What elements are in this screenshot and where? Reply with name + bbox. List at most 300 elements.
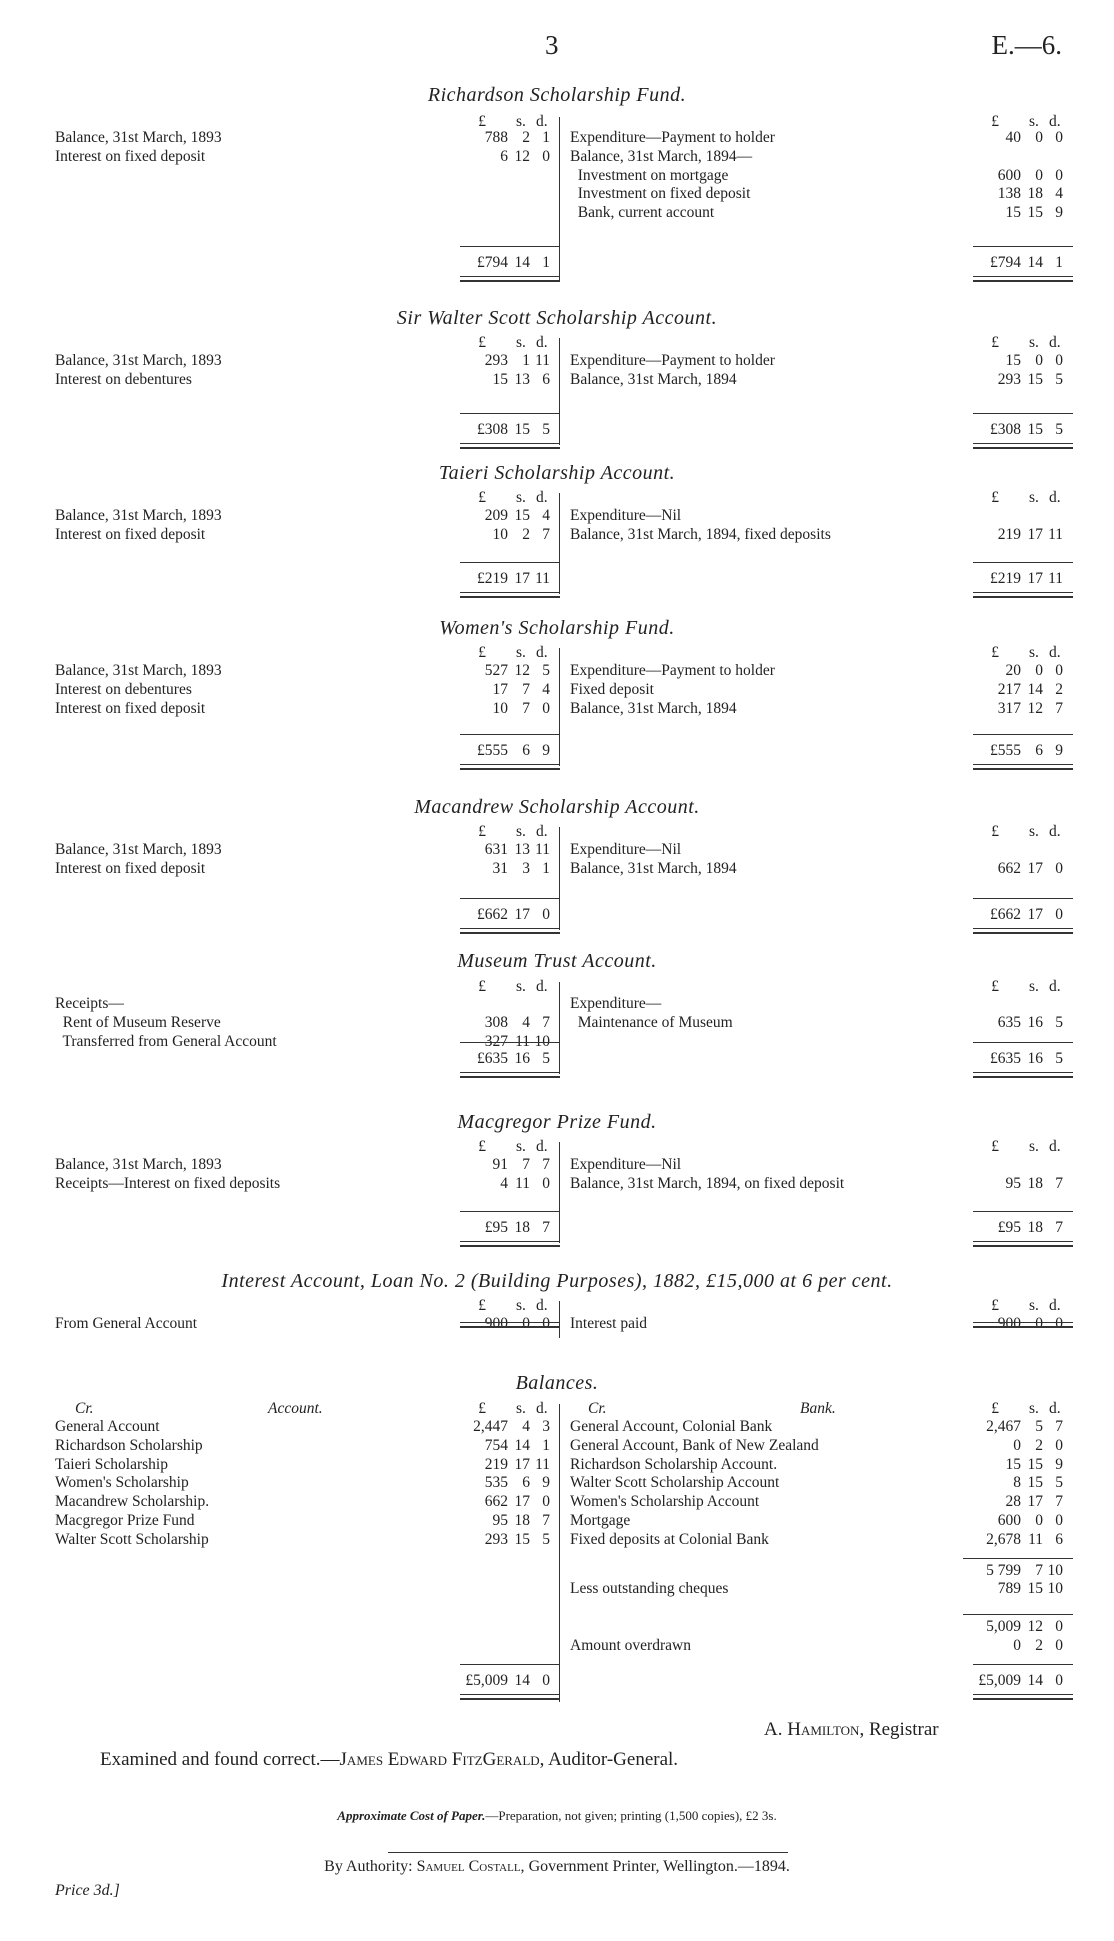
shillings-value: 5 <box>1035 1418 1043 1435</box>
left-total-rule <box>460 1664 560 1665</box>
pence-value: 5 <box>542 1530 550 1548</box>
shillings-value: 12 <box>1027 1618 1043 1635</box>
pence-value: 9 <box>542 742 550 759</box>
account-title: Sir Walter Scott Scholarship Account. <box>396 307 718 329</box>
shillings-heading: s. <box>1029 334 1039 351</box>
account-section <box>0 1372 1114 1712</box>
left-entry-label: Rent of Museum Reserve <box>55 1013 221 1031</box>
pence-value: 0 <box>1055 352 1063 369</box>
pounds-value: 15 <box>1005 204 1021 222</box>
shillings-value: 13 <box>514 370 530 388</box>
right-entry-label: Richardson Scholarship Account. <box>570 1455 778 1473</box>
authority-suffix: Government Printer, Wellington.—1894. <box>528 1858 790 1875</box>
pence-value: 7 <box>542 525 550 543</box>
pence-value: 7 <box>1055 1174 1063 1192</box>
pounds-value: 789 <box>997 1580 1021 1598</box>
pence-value: 4 <box>1055 185 1063 203</box>
shillings-value: 16 <box>514 1050 530 1067</box>
account-title: Balances. <box>515 1372 599 1394</box>
left-entry-label: Balance, 31st March, 1893 <box>55 352 222 369</box>
shillings-value: 2 <box>1035 1636 1043 1654</box>
pounds-heading: £ <box>991 334 999 351</box>
pence-value: 9 <box>1055 204 1063 222</box>
shillings-heading: s. <box>1029 113 1039 130</box>
pence-heading: d. <box>1049 1297 1061 1314</box>
column-divider <box>559 493 560 594</box>
shillings-value: 0 <box>522 1315 530 1332</box>
pence-heading: d. <box>536 334 548 351</box>
shillings-value: 18 <box>514 1219 530 1236</box>
pounds-value: £794 <box>477 254 508 271</box>
shillings-value: 16 <box>1027 1050 1043 1067</box>
shillings-heading: s. <box>1029 823 1039 840</box>
shillings-value: 17 <box>514 906 530 923</box>
pounds-value: 600 <box>997 1512 1021 1529</box>
pence-value: 6 <box>542 370 550 388</box>
pounds-value: £794 <box>990 254 1021 271</box>
shillings-value: 12 <box>1027 699 1043 717</box>
left-total-rule <box>460 562 560 563</box>
pounds-heading: £ <box>478 978 486 995</box>
shillings-value: 2 <box>522 129 530 146</box>
price: Price 3d.] <box>55 1882 120 1899</box>
pounds-value: £308 <box>990 421 1021 438</box>
shillings-value: 2 <box>522 525 530 543</box>
pence-value: 11 <box>1048 525 1063 543</box>
pence-heading: d. <box>1049 113 1061 130</box>
pence-value: 0 <box>542 1493 550 1511</box>
pence-value: 5 <box>1055 1013 1063 1031</box>
pounds-value: 308 <box>484 1013 508 1031</box>
shillings-value: 15 <box>514 421 530 438</box>
left-total-double-rule <box>460 1241 560 1247</box>
right-total-rule <box>973 1042 1073 1043</box>
authority-line <box>0 1858 1114 1876</box>
shillings-heading: s. <box>1029 1138 1039 1155</box>
shillings-value: 17 <box>514 570 530 587</box>
overdrawn-label: Amount overdrawn <box>570 1636 691 1654</box>
pence-value: 11 <box>1048 570 1063 587</box>
shillings-value: 11 <box>515 1032 530 1050</box>
shillings-value: 14 <box>514 1436 530 1454</box>
pounds-value: 15 <box>1005 1455 1021 1473</box>
left-entry-label: Interest on fixed deposit <box>55 699 206 717</box>
left-total-double-rule <box>460 1072 560 1078</box>
right-total-double-rule <box>973 928 1073 934</box>
right-total-rule <box>973 898 1073 899</box>
pounds-heading: £ <box>991 1138 999 1155</box>
right-entry-label: Women's Scholarship Account <box>570 1493 760 1511</box>
account-section <box>0 1270 1114 1348</box>
pence-value: 10 <box>534 1032 550 1050</box>
pence-value: 11 <box>535 352 550 369</box>
pounds-value: £635 <box>990 1050 1021 1067</box>
pounds-value: £635 <box>477 1050 508 1067</box>
account-section <box>0 462 1114 604</box>
pence-heading: d. <box>536 1138 548 1155</box>
pounds-value: 10 <box>492 525 508 543</box>
column-divider <box>559 1404 560 1702</box>
shillings-value: 7 <box>522 680 530 698</box>
pence-heading: d. <box>536 1400 548 1417</box>
pence-value: 7 <box>1055 1219 1063 1236</box>
pounds-value: 10 <box>492 699 508 717</box>
pounds-value: £662 <box>477 906 508 923</box>
left-entry-label: From General Account <box>55 1315 198 1332</box>
left-entry-label: Interest on fixed deposit <box>55 147 206 165</box>
account-title: Taieri Scholarship Account. <box>438 462 676 484</box>
right-entry-label: General Account, Bank of New Zealand <box>570 1436 819 1454</box>
left-entry-label: Interest on debentures <box>55 370 192 388</box>
right-cr-heading: Cr. <box>588 1400 607 1417</box>
registrar-title: Registrar <box>868 1719 939 1740</box>
pounds-value: 40 <box>1005 129 1021 146</box>
pounds-heading: £ <box>991 823 999 840</box>
shillings-value: 0 <box>1035 1512 1043 1529</box>
left-cr-heading: Cr. <box>75 1400 94 1417</box>
shillings-value: 17 <box>1027 859 1043 877</box>
column-divider <box>559 117 560 282</box>
left-entry-label: Richardson Scholarship <box>55 1436 203 1454</box>
left-total-double-rule <box>460 928 560 934</box>
right-entry-label: Balance, 31st March, 1894 <box>570 370 737 388</box>
shillings-value: 14 <box>1027 1672 1043 1689</box>
pence-value: 0 <box>1055 662 1063 679</box>
left-entry-label: Balance, 31st March, 1893 <box>55 662 222 679</box>
pence-heading: d. <box>1049 978 1061 995</box>
page-header <box>0 30 1114 64</box>
pounds-value: 219 <box>484 1455 508 1473</box>
pence-value: 0 <box>542 147 550 165</box>
left-total-rule <box>460 734 560 735</box>
shillings-heading: s. <box>516 644 526 661</box>
pounds-value: 0 <box>1013 1636 1021 1654</box>
shillings-value: 1 <box>522 352 530 369</box>
pounds-value: 662 <box>484 1493 508 1511</box>
shillings-value: 17 <box>1027 906 1043 923</box>
left-account-heading: Account. <box>268 1400 323 1417</box>
shillings-heading: s. <box>516 978 526 995</box>
shillings-value: 17 <box>1027 1493 1043 1511</box>
pence-heading: d. <box>536 113 548 130</box>
shillings-value: 6 <box>522 1474 530 1492</box>
shillings-value: 15 <box>514 507 530 524</box>
pence-heading: d. <box>1049 334 1061 351</box>
pence-value: 0 <box>1055 906 1063 923</box>
shillings-value: 0 <box>1035 129 1043 146</box>
shillings-value: 6 <box>522 742 530 759</box>
pounds-value: 527 <box>484 662 508 679</box>
pounds-heading: £ <box>991 644 999 661</box>
pence-value: 3 <box>542 1418 550 1435</box>
right-entry-label: Expenditure— <box>570 995 662 1012</box>
pounds-value: £95 <box>997 1219 1021 1236</box>
shillings-heading: s. <box>516 334 526 351</box>
right-entry-label: Balance, 31st March, 1894 <box>570 859 737 877</box>
left-entry-label: Receipts— <box>55 995 124 1012</box>
column-divider <box>559 648 560 766</box>
shillings-heading: s. <box>1029 978 1039 995</box>
shillings-value: 15 <box>514 1530 530 1548</box>
shillings-value: 7 <box>522 1156 530 1173</box>
pence-heading: d. <box>536 489 548 506</box>
pounds-value: 8 <box>1013 1474 1021 1492</box>
right-entry-label: Expenditure—Nil <box>570 1156 682 1173</box>
left-total-double-rule <box>460 592 560 598</box>
pence-value: 0 <box>542 1672 550 1689</box>
right-entry-label: Walter Scott Scholarship Account <box>570 1474 780 1492</box>
shillings-value: 18 <box>1027 185 1043 203</box>
page-number: 3 <box>545 30 559 60</box>
pounds-value: £219 <box>990 570 1021 587</box>
pence-heading: d. <box>536 823 548 840</box>
pounds-value: 28 <box>1005 1493 1021 1511</box>
pence-value: 1 <box>542 254 550 271</box>
shillings-value: 15 <box>1027 1474 1043 1492</box>
pounds-value: £95 <box>484 1219 508 1236</box>
shillings-value: 6 <box>1035 742 1043 759</box>
pence-value: 5 <box>1055 1050 1063 1067</box>
pence-value: 4 <box>542 680 550 698</box>
shillings-value: 18 <box>514 1512 530 1529</box>
cost-note-label: Approximate Cost of Paper. <box>337 1808 486 1823</box>
pence-value: 0 <box>542 906 550 923</box>
account-section <box>0 950 1114 1084</box>
pence-value: 0 <box>1055 166 1063 184</box>
pounds-value: 293 <box>484 352 508 369</box>
pence-heading: d. <box>536 1297 548 1314</box>
pence-value: 0 <box>542 1315 550 1332</box>
left-entry-label: Walter Scott Scholarship <box>55 1530 209 1548</box>
pence-value: 0 <box>1055 1436 1063 1454</box>
pence-value: 5 <box>1055 421 1063 438</box>
right-entry-label: Balance, 31st March, 1894 <box>570 699 737 717</box>
left-total-double-rule <box>460 276 560 282</box>
shillings-value: 17 <box>1027 525 1043 543</box>
shillings-value: 18 <box>1027 1174 1043 1192</box>
right-entry-label: Expenditure—Payment to holder <box>570 352 775 369</box>
pounds-value: 209 <box>484 507 508 524</box>
shillings-value: 17 <box>514 1455 530 1473</box>
pounds-value: 0 <box>1013 1436 1021 1454</box>
left-entry-label: Receipts—Interest on fixed deposits <box>55 1174 281 1192</box>
pence-value: 7 <box>542 1512 550 1529</box>
shillings-value: 16 <box>1027 1013 1043 1031</box>
pounds-value: 631 <box>484 841 508 858</box>
shillings-heading: s. <box>1029 644 1039 661</box>
left-entry-label: Interest on fixed deposit <box>55 525 206 543</box>
shillings-value: 14 <box>514 1672 530 1689</box>
shillings-value: 7 <box>1035 1561 1043 1579</box>
shillings-value: 15 <box>1027 370 1043 388</box>
pounds-value: 95 <box>492 1512 508 1529</box>
auditor-title: Auditor-General. <box>548 1749 679 1770</box>
right-entry-label: Fixed deposits at Colonial Bank <box>570 1530 769 1548</box>
left-total-rule <box>460 1042 560 1043</box>
pence-heading: d. <box>1049 823 1061 840</box>
column-divider <box>559 982 560 1074</box>
pounds-value: 20 <box>1005 662 1021 679</box>
pence-heading: d. <box>1049 489 1061 506</box>
shillings-value: 2 <box>1035 1436 1043 1454</box>
pence-value: 1 <box>542 129 550 146</box>
auditor-statement-prefix: Examined and found correct.— <box>100 1749 340 1770</box>
pounds-value: 293 <box>484 1530 508 1548</box>
left-entry-label: Balance, 31st March, 1893 <box>55 129 222 146</box>
right-total-rule <box>973 562 1073 563</box>
pounds-value: 31 <box>492 859 508 877</box>
column-divider <box>559 1301 560 1338</box>
pounds-value: 4 <box>500 1174 508 1192</box>
left-entry-label: Balance, 31st March, 1893 <box>55 841 222 858</box>
left-total-double-rule <box>460 1322 560 1328</box>
account-title: Macandrew Scholarship Account. <box>414 796 700 818</box>
shillings-value: 18 <box>1027 1219 1043 1236</box>
shillings-value: 3 <box>522 859 530 877</box>
pounds-value: 217 <box>997 680 1021 698</box>
shillings-value: 11 <box>515 1174 530 1192</box>
pounds-value: 5 799 <box>986 1561 1021 1579</box>
pence-value: 7 <box>1055 1493 1063 1511</box>
cost-note <box>0 1808 1114 1824</box>
pence-heading: d. <box>1049 644 1061 661</box>
shillings-value: 15 <box>1027 1455 1043 1473</box>
column-divider <box>559 338 560 445</box>
shillings-heading: s. <box>516 1400 526 1417</box>
pence-heading: d. <box>536 978 548 995</box>
pounds-value: 95 <box>1005 1174 1021 1192</box>
pence-value: 0 <box>1055 1512 1063 1529</box>
account-section <box>0 617 1114 776</box>
pounds-value: 754 <box>484 1436 508 1454</box>
right-entry-label: Expenditure—Nil <box>570 507 682 524</box>
shillings-value: 0 <box>1035 166 1043 184</box>
pounds-value: 900 <box>484 1315 508 1332</box>
account-section <box>0 307 1114 455</box>
pence-value: 11 <box>535 570 550 587</box>
right-entry-label: Expenditure—Payment to holder <box>570 129 775 146</box>
registrar-name: A. Hamilton, <box>764 1719 865 1740</box>
left-total-double-rule <box>460 764 560 770</box>
right-entry-label: Bank, current account <box>570 204 715 222</box>
shillings-value: 12 <box>514 662 530 679</box>
pounds-heading: £ <box>991 113 999 130</box>
right-total-double-rule <box>973 1694 1073 1700</box>
shillings-value: 15 <box>1027 421 1043 438</box>
account-title: Interest Account, Loan No. 2 (Building Purposes), 1882, £15,000 at 6 per cent. <box>221 1270 893 1292</box>
right-total-double-rule <box>973 443 1073 449</box>
right-entry-label: Investment on fixed deposit <box>570 185 751 203</box>
pounds-value: 662 <box>997 859 1021 877</box>
auditor-name: James Edward FitzGerald, <box>339 1749 545 1770</box>
shillings-heading: s. <box>516 1138 526 1155</box>
pounds-heading: £ <box>478 1138 486 1155</box>
shillings-value: 0 <box>1035 352 1043 369</box>
pounds-heading: £ <box>478 113 486 130</box>
authority-prefix: By Authority: <box>324 1858 413 1875</box>
pence-value: 2 <box>1055 680 1063 698</box>
pence-value: 11 <box>535 841 550 858</box>
pence-value: 5 <box>542 1050 550 1067</box>
pence-value: 0 <box>542 1174 550 1192</box>
pounds-value: 2,678 <box>986 1530 1021 1548</box>
pounds-value: £662 <box>990 906 1021 923</box>
pence-value: 4 <box>542 507 550 524</box>
pounds-value: 900 <box>997 1315 1021 1332</box>
pence-value: 0 <box>1055 859 1063 877</box>
pence-value: 7 <box>1055 699 1063 717</box>
shillings-value: 0 <box>1035 1315 1043 1332</box>
cost-note-text: —Preparation, not given; printing (1,500 copies), £2 3s. <box>485 1808 777 1823</box>
right-entry-label: Balance, 31st March, 1894— <box>570 147 753 165</box>
left-total-double-rule <box>460 443 560 449</box>
shillings-value: 17 <box>1027 570 1043 587</box>
pence-value: 7 <box>542 1013 550 1031</box>
shillings-value: 15 <box>1027 204 1043 222</box>
right-entry-label: Investment on mortgage <box>570 166 729 184</box>
pounds-heading: £ <box>478 644 486 661</box>
right-entry-label: General Account, Colonial Bank <box>570 1418 773 1435</box>
right-entry-label: Balance, 31st March, 1894, on fixed deposit <box>570 1174 845 1192</box>
shillings-heading: s. <box>516 1297 526 1314</box>
left-entry-label: Balance, 31st March, 1893 <box>55 507 222 524</box>
pounds-value: 5,009 <box>986 1618 1021 1635</box>
left-entry-label: Women's Scholarship <box>55 1474 189 1492</box>
pence-value: 7 <box>542 1156 550 1173</box>
right-total-rule <box>973 246 1073 247</box>
right-entry-label: Balance, 31st March, 1894, fixed deposits <box>570 525 831 543</box>
pence-value: 5 <box>542 421 550 438</box>
pounds-value: 15 <box>492 370 508 388</box>
pounds-value: £308 <box>477 421 508 438</box>
pounds-value: 2,447 <box>473 1418 508 1435</box>
account-section <box>0 84 1114 292</box>
right-total-double-rule <box>973 1322 1073 1328</box>
pounds-value: 2,467 <box>986 1418 1021 1435</box>
account-title: Museum Trust Account. <box>457 950 657 972</box>
pence-value: 0 <box>1055 1672 1063 1689</box>
pounds-value: 6 <box>500 147 508 165</box>
printer-name: Samuel Costall, <box>416 1858 525 1875</box>
pence-value: 7 <box>542 1219 550 1236</box>
pounds-value: £5,009 <box>465 1672 508 1689</box>
shillings-heading: s. <box>1029 1297 1039 1314</box>
right-entry-label: Expenditure—Payment to holder <box>570 662 775 679</box>
account-section <box>0 1111 1114 1253</box>
pence-value: 7 <box>1055 1418 1063 1435</box>
subtotal-1-rule <box>963 1558 1073 1559</box>
left-entry-label: Transferred from General Account <box>55 1032 277 1050</box>
account-title: Women's Scholarship Fund. <box>439 617 675 639</box>
shillings-value: 17 <box>514 1493 530 1511</box>
pounds-value: £5,009 <box>978 1672 1021 1689</box>
pounds-value: 293 <box>997 370 1021 388</box>
pence-value: 0 <box>1055 129 1063 146</box>
right-total-rule <box>973 734 1073 735</box>
pounds-value: 219 <box>997 525 1021 543</box>
pounds-value: 535 <box>484 1474 508 1492</box>
right-total-rule <box>973 1211 1073 1212</box>
shillings-value: 13 <box>514 841 530 858</box>
shillings-value: 14 <box>1027 254 1043 271</box>
pence-value: 9 <box>1055 1455 1063 1473</box>
shillings-value: 7 <box>522 699 530 717</box>
pounds-value: 17 <box>492 680 508 698</box>
pounds-value: 635 <box>997 1013 1021 1031</box>
shillings-value: 12 <box>514 147 530 165</box>
pounds-value: £219 <box>477 570 508 587</box>
right-total-double-rule <box>973 764 1073 770</box>
